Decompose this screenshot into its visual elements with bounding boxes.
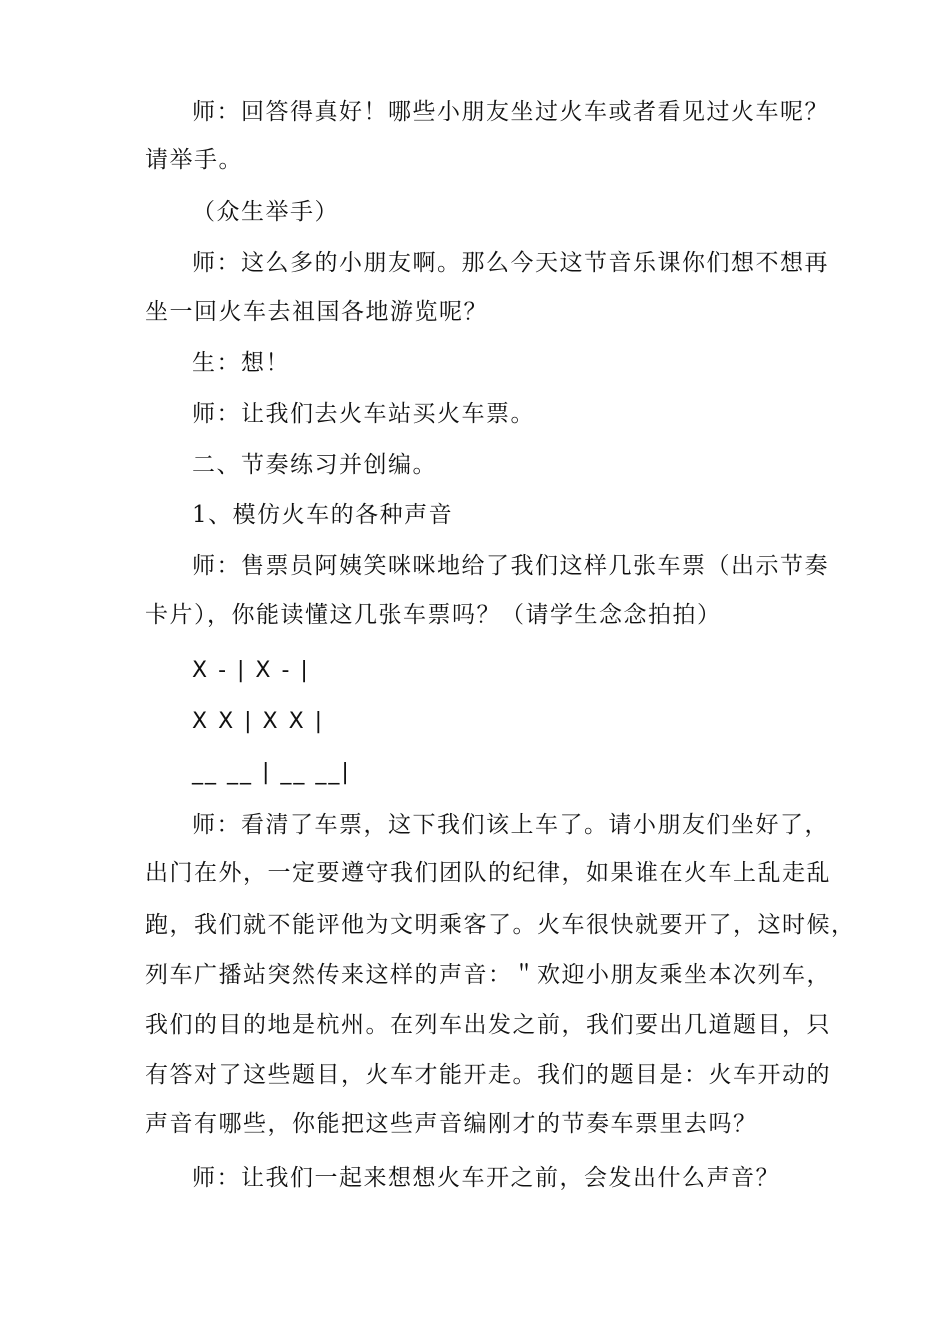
paragraph-line: 我们的目的地是杭州。在列车出发之前，我们要出几道题目，只 bbox=[145, 1012, 831, 1038]
paragraph-line: 声音有哪些，你能把这些声音编刚才的节奏车票里去吗？ bbox=[145, 1111, 758, 1137]
paragraph-line: 师：让我们一起来想想火车开之前，会发出什么声音？ bbox=[192, 1165, 780, 1191]
paragraph-line: 师：回答得真好！哪些小朋友坐过火车或者看见过火车呢？ bbox=[192, 99, 829, 125]
paragraph-line: （众生举手） bbox=[192, 199, 339, 225]
paragraph-line: 卡片），你能读懂这几张车票吗？（请学生念念拍拍） bbox=[145, 602, 722, 628]
paragraph-line: 生：想！ bbox=[192, 350, 290, 376]
paragraph-line: 师：让我们去火车站买火车票。 bbox=[192, 401, 535, 427]
section-heading: 二、节奏练习并创编。 bbox=[192, 452, 437, 478]
paragraph-line: 师：看清了车票，这下我们该上车了。请小朋友们坐好了， bbox=[192, 812, 829, 838]
paragraph-line: 跑，我们就不能评他为文明乘客了。火车很快就要开了，这时候， bbox=[145, 912, 856, 938]
rhythm-notation: X - | X - | bbox=[192, 658, 310, 683]
paragraph-line: 列车广播站突然传来这样的声音：＂欢迎小朋友乘坐本次列车， bbox=[145, 962, 831, 988]
rhythm-notation: __ __ | __ __| bbox=[192, 760, 351, 785]
paragraph-line: 坐一回火车去祖国各地游览呢？ bbox=[145, 299, 488, 325]
paragraph-line: 师：售票员阿姨笑咪咪地给了我们这样几张车票（出示节奏 bbox=[192, 553, 829, 579]
paragraph-line: 师：这么多的小朋友啊。那么今天这节音乐课你们想不想再 bbox=[192, 250, 829, 276]
paragraph-line: 出门在外，一定要遵守我们团队的纪律，如果谁在火车上乱走乱 bbox=[145, 860, 831, 886]
rhythm-notation: X X | X X | bbox=[192, 709, 325, 734]
paragraph-line: 请举手。 bbox=[145, 147, 243, 173]
subsection-heading: 1、模仿火车的各种声音 bbox=[192, 502, 454, 528]
paragraph-line: 有答对了这些题目，火车才能开走。我们的题目是：火车开动的 bbox=[145, 1062, 831, 1088]
